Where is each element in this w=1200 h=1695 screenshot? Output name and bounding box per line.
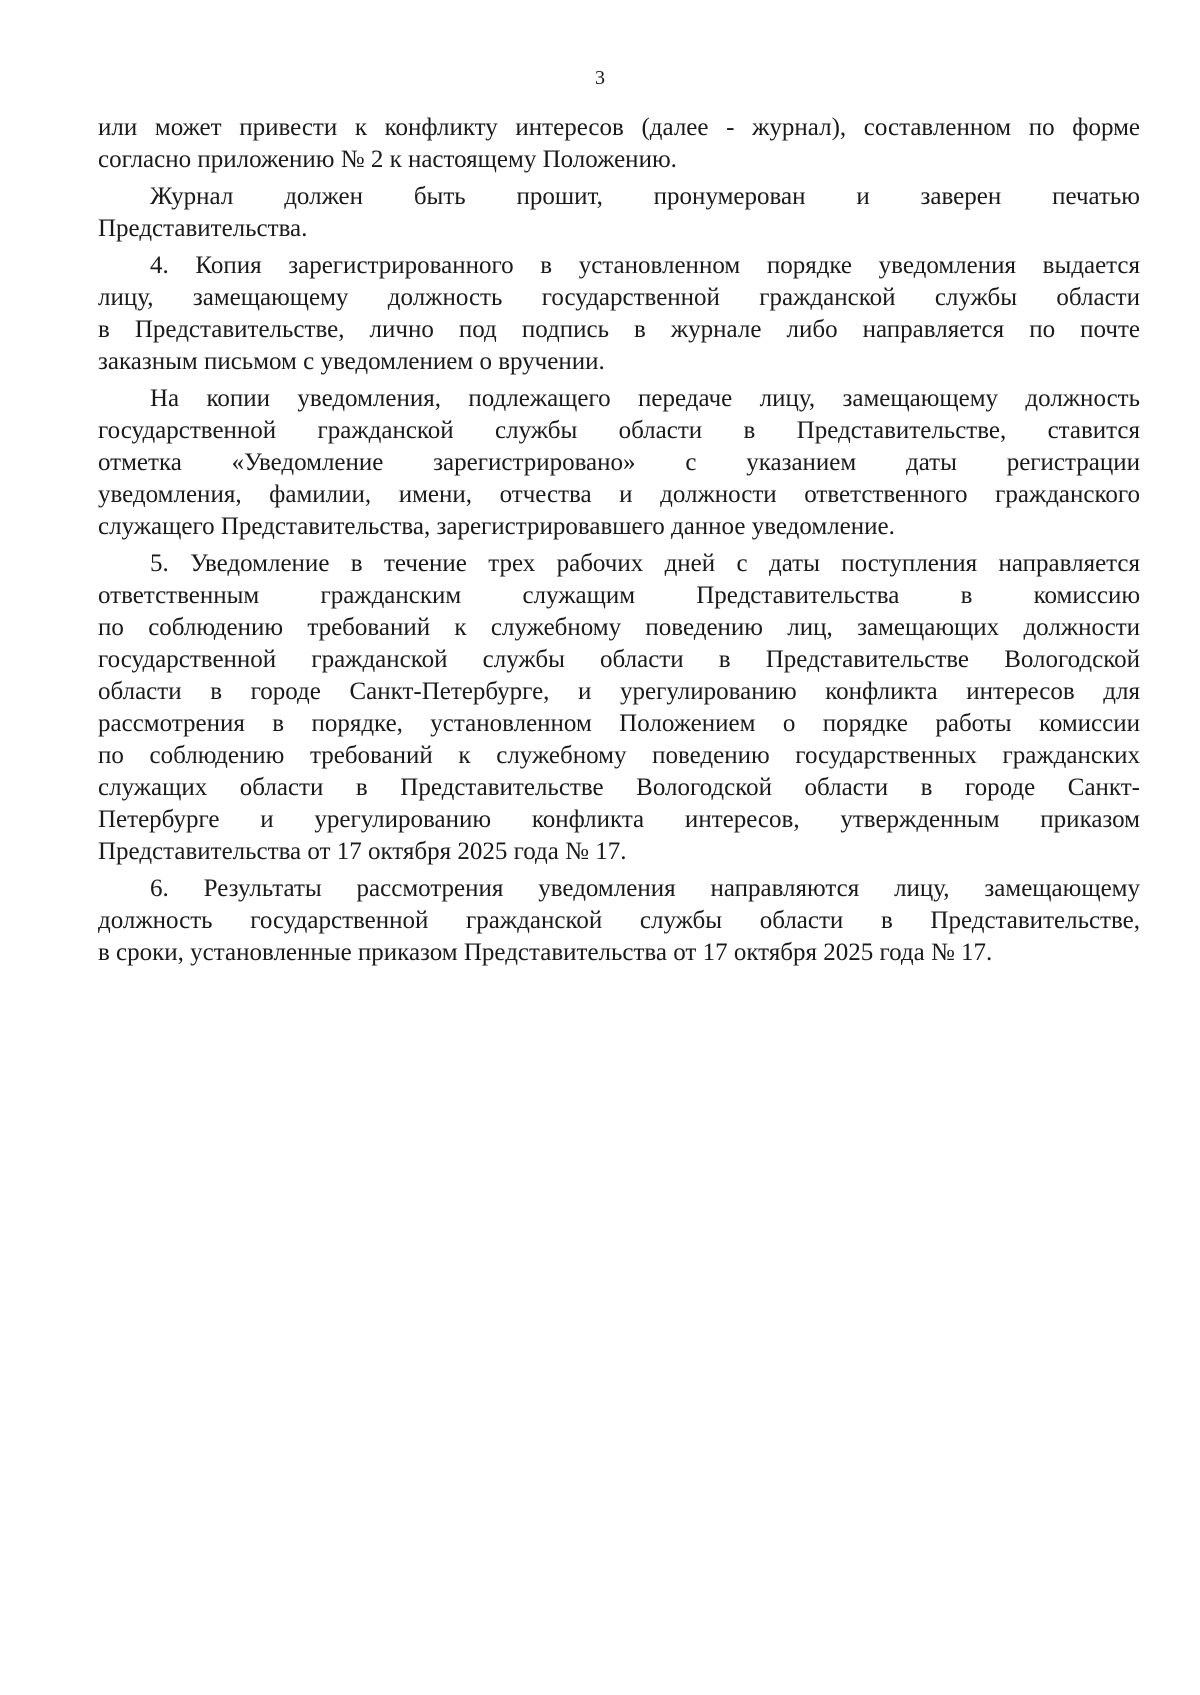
text-line: 4. Копия зарегистрированного в установленном порядке уведомления выдается bbox=[150, 252, 1140, 279]
text-line: по соблюдению требований к служебному поведению государственных гражданских bbox=[98, 742, 1140, 769]
text-line: служащих области в Представительстве Вологодской области в городе Санкт- bbox=[98, 774, 1140, 801]
text-line: уведомления, фамилии, имени, отчества и должности ответственного гражданского bbox=[98, 481, 1140, 508]
text-line: На копии уведомления, подлежащего передаче лицу, замещающему должность bbox=[150, 385, 1140, 412]
text-line: в сроки, установленные приказом Представительства от 17 октября 2025 года № 17. bbox=[98, 939, 993, 966]
page-number: 3 bbox=[595, 67, 605, 89]
text-line: государственной гражданской службы области в Представительстве Вологодской bbox=[98, 646, 1140, 673]
text-line: Журнал должен быть прошит, пронумерован и заверен печатью bbox=[150, 183, 1140, 210]
text-line: лицу, замещающему должность государственной гражданской службы области bbox=[98, 284, 1140, 311]
text-line: заказным письмом с уведомлением о вручении. bbox=[98, 348, 605, 375]
document-body bbox=[98, 112, 1140, 969]
text-line: или может привести к конфликту интересов (далее - журнал), составленном по форме bbox=[98, 114, 1140, 141]
paragraph bbox=[98, 548, 1140, 868]
text-line: Представительства от 17 октября 2025 года № 17. bbox=[98, 838, 627, 865]
text-line: области в городе Санкт-Петербурге, и урегулированию конфликта интересов для bbox=[98, 678, 1140, 705]
text-line: рассмотрения в порядке, установленном Положением о порядке работы комиссии bbox=[98, 710, 1140, 737]
text-line: отметка «Уведомление зарегистрировано» с указанием даты регистрации bbox=[98, 449, 1140, 476]
paragraph bbox=[98, 181, 1140, 245]
paragraph bbox=[98, 250, 1140, 378]
text-line: 6. Результаты рассмотрения уведомления направляются лицу, замещающему bbox=[150, 875, 1140, 902]
text-line: Петербурге и урегулированию конфликта интересов, утвержденным приказом bbox=[98, 806, 1140, 833]
text-line: 5. Уведомление в течение трех рабочих дней с даты поступления направляется bbox=[150, 550, 1140, 577]
text-line: Представительства. bbox=[98, 215, 308, 242]
text-line: согласно приложению № 2 к настоящему Положению. bbox=[98, 146, 677, 173]
text-line: государственной гражданской службы области в Представительстве, ставится bbox=[98, 417, 1140, 444]
text-line: ответственным гражданским служащим Представительства в комиссию bbox=[98, 582, 1140, 609]
text-line: в Представительстве, лично под подпись в журнале либо направляется по почте bbox=[98, 316, 1140, 343]
text-line: служащего Представительства, зарегистрировавшего данное уведомление. bbox=[98, 513, 895, 540]
text-line: должность государственной гражданской службы области в Представительстве, bbox=[98, 907, 1140, 934]
paragraph bbox=[98, 383, 1140, 543]
paragraph bbox=[98, 873, 1140, 969]
paragraph bbox=[98, 112, 1140, 176]
text-line: по соблюдению требований к служебному поведению лиц, замещающих должности bbox=[98, 614, 1140, 641]
